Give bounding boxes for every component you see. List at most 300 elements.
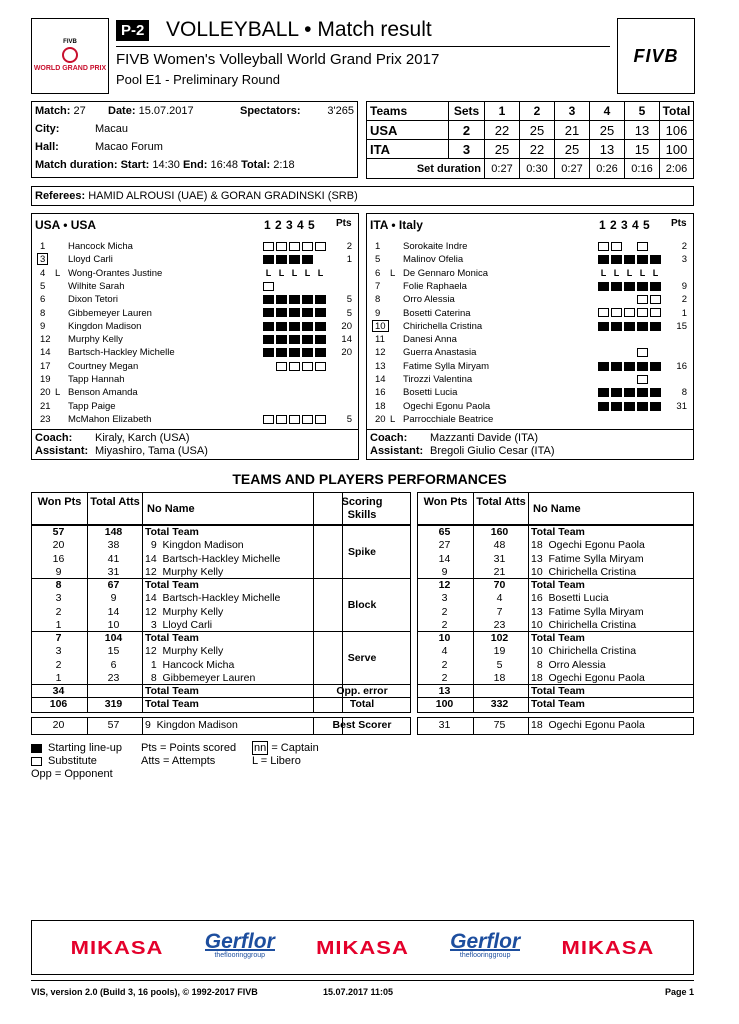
player-name: Tapp Paige xyxy=(68,400,116,412)
substitute-square-icon xyxy=(302,415,313,424)
player-number: 12 xyxy=(40,334,51,346)
player-name: 10 Chirichella Cristina xyxy=(531,618,637,631)
starting-square-icon xyxy=(611,388,622,397)
perf-header xyxy=(313,492,411,525)
starting-square-icon xyxy=(624,388,635,397)
won-pts-header: Won Pts xyxy=(37,496,82,508)
scoring-skills-header: Scoring Skills xyxy=(341,496,383,521)
usa-coach: Kiraly, Karch (USA) xyxy=(95,432,190,444)
world-grand-prix-logo xyxy=(31,18,109,94)
substitute-square-icon xyxy=(289,242,300,251)
total-atts-header: Total Atts xyxy=(473,493,528,524)
starting-square-icon xyxy=(263,348,274,357)
total-atts: 15 xyxy=(107,645,120,658)
starting-square-icon xyxy=(637,255,648,264)
teams-header: Teams xyxy=(367,102,449,121)
total-atts: 319 xyxy=(104,698,123,711)
libero-letter: L xyxy=(265,267,272,278)
starting-square-icon xyxy=(276,255,287,264)
starting-square-icon xyxy=(315,295,326,304)
starting-square-icon xyxy=(598,282,609,291)
empty-slot xyxy=(289,282,300,291)
usa-pts-header: Pts xyxy=(336,218,352,229)
referees-label: Referees: xyxy=(35,190,86,202)
date-label: Date: xyxy=(108,105,136,117)
empty-slot xyxy=(650,348,661,357)
libero-mark: L xyxy=(55,267,61,279)
player-name: 14 Bartsch-Hackley Michelle xyxy=(145,552,281,565)
sets-won: 2 xyxy=(449,121,485,140)
player-number: 12 xyxy=(375,347,386,359)
legend-start: Starting line-up xyxy=(48,742,122,754)
substitute-square-icon xyxy=(624,308,635,317)
empty-slot xyxy=(598,375,609,384)
player-name: De Gennaro Monica xyxy=(403,267,489,279)
player-number: 5 xyxy=(40,280,46,292)
empty-slot xyxy=(315,388,326,397)
set-3-header: 3 xyxy=(555,102,590,121)
player-name: Hancock Micha xyxy=(68,241,133,252)
footer-version: VIS, version 2.0 (Build 3, 16 pools), © 1992-2017 FIVB xyxy=(31,987,258,997)
won-pts: 2 xyxy=(55,658,62,671)
usa-set-header: 1 2 3 4 5 xyxy=(264,218,315,232)
gerflor-logo xyxy=(450,930,521,960)
no-name-header: No Name xyxy=(528,493,693,524)
spectators-value: 3'265 xyxy=(327,105,354,117)
set-score: 13 xyxy=(590,140,625,159)
substitute-square-icon xyxy=(302,242,313,251)
sponsor-banner xyxy=(31,920,694,975)
won-pts: 1 xyxy=(55,618,62,631)
ita-assistant: Bregoli Giulio Cesar (ITA) xyxy=(430,445,555,457)
gerflor-logo-text: Gerflor xyxy=(450,930,521,953)
skill-label: Serve xyxy=(347,651,377,664)
total-header: Total xyxy=(660,102,694,121)
player-name: 18 Ogechi Egonu Paola xyxy=(531,719,645,731)
starting-square-icon xyxy=(276,348,287,357)
empty-slot xyxy=(289,402,300,411)
player-name: Total Team xyxy=(531,632,585,644)
set-participation xyxy=(263,386,328,399)
score-row-ita xyxy=(367,140,694,159)
player-name: 13 Fatime Sylla Miryam xyxy=(531,552,644,565)
player-points: 5 xyxy=(346,413,352,425)
total-atts: 67 xyxy=(107,579,120,591)
player-number: 1 xyxy=(375,241,381,252)
set-participation xyxy=(598,240,663,253)
player-number: 16 xyxy=(375,387,386,399)
starting-square-icon xyxy=(276,295,287,304)
title-divider xyxy=(116,46,610,47)
empty-slot xyxy=(611,415,622,424)
starting-square-icon xyxy=(289,295,300,304)
player-name: Total Team xyxy=(145,685,199,697)
starting-square-icon xyxy=(289,335,300,344)
player-number: 7 xyxy=(375,280,381,292)
player-points: 5 xyxy=(346,294,352,306)
player-points: 14 xyxy=(341,334,352,346)
player-name: 18 Ogechi Egonu Paola xyxy=(531,671,645,684)
usa-assistant: Miyashiro, Tama (USA) xyxy=(95,445,208,457)
skill-label: Spike xyxy=(347,545,376,558)
usa-roster-panel xyxy=(31,213,359,460)
substitute-square-icon xyxy=(650,295,661,304)
gerflor-tagline: theflooringgroup xyxy=(459,952,511,959)
player-name: Danesi Anna xyxy=(403,334,457,346)
set-participation xyxy=(263,253,328,266)
logo-bottom-text: WORLD GRAND PRIX xyxy=(33,65,107,72)
substitute-square-icon xyxy=(611,308,622,317)
starting-square-icon xyxy=(276,308,287,317)
player-name: 10 Chirichella Cristina xyxy=(531,645,637,658)
set-participation xyxy=(598,346,663,359)
player-number: 14 xyxy=(375,374,386,385)
won-pts: 100 xyxy=(435,698,454,711)
empty-slot xyxy=(611,375,622,384)
set-participation xyxy=(598,373,663,386)
match-date: 15.07.2017 xyxy=(138,105,194,117)
player-number: 5 xyxy=(375,254,381,266)
team-name: USA xyxy=(367,121,449,140)
total-atts: 57 xyxy=(107,719,120,731)
player-points: 8 xyxy=(681,387,687,399)
team-name: ITA xyxy=(367,140,449,159)
perf-header xyxy=(417,492,694,525)
substitute-square-icon xyxy=(276,242,287,251)
set-participation xyxy=(263,333,328,346)
set-participation xyxy=(263,240,328,253)
set-score: 15 xyxy=(625,140,660,159)
set-score: 21 xyxy=(555,121,590,140)
starting-square-icon xyxy=(624,362,635,371)
set-score: 22 xyxy=(520,140,555,159)
player-number: 23 xyxy=(40,413,51,425)
player-name: Guerra Anastasia xyxy=(403,347,477,359)
player-number: 4 xyxy=(40,267,46,279)
libero-letter: L xyxy=(278,267,285,278)
mikasa-logo: MIKASA xyxy=(561,936,655,958)
player-name: Benson Amanda xyxy=(68,387,138,399)
won-pts-header: Won Pts xyxy=(423,496,468,508)
emblem-icon xyxy=(62,47,78,63)
player-name: 16 Bosetti Lucia xyxy=(531,592,609,605)
starting-square-icon xyxy=(624,402,635,411)
legend-right xyxy=(252,742,319,768)
empty-slot xyxy=(624,415,635,424)
player-name: Orro Alessia xyxy=(403,294,455,306)
starting-square-icon xyxy=(302,295,313,304)
player-points: 1 xyxy=(346,254,352,266)
total-duration: 2:06 xyxy=(660,159,694,179)
total-atts: 102 xyxy=(490,632,509,644)
set-participation xyxy=(263,346,328,359)
won-pts: 8 xyxy=(55,579,62,591)
set-score: 25 xyxy=(520,121,555,140)
mikasa-logo: MIKASA xyxy=(70,936,164,958)
set-score: 25 xyxy=(590,121,625,140)
set-duration-label: Set duration xyxy=(367,159,485,179)
won-pts: 16 xyxy=(52,552,65,565)
starting-square-icon xyxy=(289,255,300,264)
divider xyxy=(367,429,693,430)
set-duration: 0:30 xyxy=(520,159,555,179)
set-duration-row xyxy=(367,159,694,179)
player-points: 9 xyxy=(681,280,687,292)
total-atts: 7 xyxy=(496,605,503,618)
empty-slot xyxy=(598,335,609,344)
set-participation xyxy=(263,280,328,293)
set-participation xyxy=(598,280,663,293)
legend-atts: Atts = Attempts xyxy=(141,755,216,767)
player-name: Folie Raphaela xyxy=(403,280,467,292)
total-points: 106 xyxy=(660,121,694,140)
sets-won: 3 xyxy=(449,140,485,159)
player-name: Ogechi Egonu Paola xyxy=(403,400,491,412)
footer-divider xyxy=(31,980,694,981)
player-name: Dixon Tetori xyxy=(68,294,118,306)
libero-letter: L xyxy=(600,267,607,278)
player-name: McMahon Elizabeth xyxy=(68,413,152,425)
starting-square-icon xyxy=(611,282,622,291)
starting-square-icon xyxy=(315,335,326,344)
player-number: 11 xyxy=(375,334,385,346)
set-participation xyxy=(263,320,328,333)
player-number: 20 xyxy=(40,387,51,399)
total-atts: 75 xyxy=(493,719,506,731)
won-pts: 27 xyxy=(438,539,451,552)
event-name: FIVB Women's Volleyball World Grand Prix 2017 xyxy=(116,51,440,68)
total-atts: 14 xyxy=(107,605,120,618)
starting-square-icon xyxy=(276,335,287,344)
starting-square-icon xyxy=(302,255,313,264)
total-atts: 48 xyxy=(493,539,506,552)
ita-roster-title: ITA • Italy xyxy=(370,218,423,232)
performances-title: TEAMS AND PLAYERS PERFORMANCES xyxy=(232,471,507,487)
empty-slot xyxy=(598,295,609,304)
won-pts: 7 xyxy=(55,632,62,644)
set-participation xyxy=(598,307,663,320)
starting-square-icon xyxy=(315,322,326,331)
player-name: 12 Murphy Kelly xyxy=(145,565,224,578)
player-name: 8 Gibbemeyer Lauren xyxy=(145,671,256,684)
libero-letter: L xyxy=(652,267,659,278)
legend-pts: Pts = Points scored xyxy=(141,742,237,754)
referees-value: HAMID ALROUSI (UAE) & GORAN GRADINSKI (SRB) xyxy=(88,190,358,202)
substitute-square-icon xyxy=(637,375,648,384)
hall-label: Hall: xyxy=(35,141,59,153)
player-number: 9 xyxy=(375,307,381,319)
starting-square-icon xyxy=(289,322,300,331)
starting-square-icon xyxy=(650,322,661,331)
page-title: VOLLEYBALL • Match result xyxy=(166,18,432,41)
player-number: 19 xyxy=(40,374,51,385)
divider xyxy=(32,429,358,430)
starting-square-icon xyxy=(263,295,274,304)
legend-libero: L = Libero xyxy=(252,755,301,767)
starting-square-icon xyxy=(611,322,622,331)
empty-slot xyxy=(637,415,648,424)
player-number: 14 xyxy=(40,347,51,359)
total-points: 100 xyxy=(660,140,694,159)
set-4-header: 4 xyxy=(590,102,625,121)
player-name: Bosetti Caterina xyxy=(403,307,471,319)
empty-slot xyxy=(624,335,635,344)
won-pts: 12 xyxy=(438,579,451,591)
won-pts: 2 xyxy=(441,605,448,618)
starting-square-icon xyxy=(302,308,313,317)
total-atts: 5 xyxy=(496,658,503,671)
gerflor-logo xyxy=(204,930,275,960)
usa-roster-title: USA • USA xyxy=(35,218,97,232)
player-name: Fatime Sylla Miryam xyxy=(403,360,490,372)
starting-square-icon xyxy=(263,322,274,331)
end-time: 16:48 xyxy=(210,159,238,171)
substitute-square-icon xyxy=(650,308,661,317)
set-score: 22 xyxy=(485,121,520,140)
player-name: Total Team xyxy=(145,579,199,591)
libero-letter: L xyxy=(304,267,311,278)
starting-square-icon xyxy=(650,388,661,397)
player-name: Total Team xyxy=(531,579,585,591)
ita-pts-header: Pts xyxy=(671,218,687,229)
score-row-usa xyxy=(367,121,694,140)
starting-square-icon xyxy=(302,335,313,344)
won-pts: 2 xyxy=(441,658,448,671)
player-number: 1 xyxy=(40,241,46,252)
libero-letter: L xyxy=(291,267,298,278)
empty-slot xyxy=(263,388,274,397)
total-atts: 6 xyxy=(110,658,117,671)
document-badge: P-2 xyxy=(116,20,149,41)
player-points: 31 xyxy=(676,400,687,412)
empty-slot xyxy=(315,375,326,384)
substitute-square-icon xyxy=(263,242,274,251)
won-pts: 57 xyxy=(52,526,65,538)
won-pts: 13 xyxy=(438,685,451,697)
won-pts: 3 xyxy=(441,592,448,605)
player-points: 1 xyxy=(681,307,687,319)
player-number: 6 xyxy=(40,294,46,306)
player-name: 12 Murphy Kelly xyxy=(145,645,224,658)
starting-square-icon xyxy=(637,388,648,397)
won-pts: 9 xyxy=(55,565,62,578)
legend-substitute: Substitute xyxy=(48,755,97,767)
set-1-header: 1 xyxy=(485,102,520,121)
logo-top-text: FIVB xyxy=(63,39,77,45)
set-participation xyxy=(263,413,328,426)
substitute-square-icon xyxy=(276,362,287,371)
empty-slot xyxy=(276,282,287,291)
empty-slot xyxy=(650,375,661,384)
start-label: Start: xyxy=(120,159,150,171)
empty-slot xyxy=(263,402,274,411)
starting-square-icon xyxy=(598,255,609,264)
player-number: 18 xyxy=(375,400,386,412)
total-atts: 18 xyxy=(493,671,506,684)
set-participation xyxy=(598,386,663,399)
libero-letter: L xyxy=(317,267,324,278)
libero-letter: L xyxy=(626,267,633,278)
legend-captain: = Captain xyxy=(271,742,319,754)
total-atts: 31 xyxy=(493,552,506,565)
empty-slot xyxy=(650,415,661,424)
set-participation xyxy=(598,293,663,306)
sets-header: Sets xyxy=(449,102,485,121)
starting-square-icon xyxy=(289,348,300,357)
match-label: Match: xyxy=(35,105,71,117)
player-points: 20 xyxy=(341,320,352,332)
substitute-square-icon xyxy=(611,242,622,251)
starting-square-icon xyxy=(650,282,661,291)
player-name: Parrocchiale Beatrice xyxy=(403,413,494,425)
total-atts: 10 xyxy=(107,618,120,631)
libero-mark: L xyxy=(390,413,396,425)
ita-assistant-label: Assistant: xyxy=(370,445,424,457)
set-score: 25 xyxy=(555,140,590,159)
starting-square-icon xyxy=(315,348,326,357)
won-pts: 31 xyxy=(438,719,451,731)
player-name: 3 Lloyd Carli xyxy=(145,618,213,631)
end-label: End: xyxy=(182,159,208,171)
skill-label: Opp. error xyxy=(336,685,388,697)
total-atts: 38 xyxy=(107,539,120,552)
set-duration: 0:27 xyxy=(555,159,590,179)
ita-roster-panel xyxy=(366,213,694,460)
ita-coach-label: Coach: xyxy=(370,432,408,444)
set-participation xyxy=(598,253,663,266)
ita-set-header: 1 2 3 4 5 xyxy=(599,218,650,232)
libero-letter: L xyxy=(639,267,646,278)
perf-header xyxy=(31,492,343,525)
total-atts: 31 xyxy=(107,565,120,578)
starting-square-icon xyxy=(302,348,313,357)
total-atts: 23 xyxy=(107,671,120,684)
match-info-panel xyxy=(31,101,358,178)
player-name: Sorokaite Indre xyxy=(403,241,468,252)
player-number: 8 xyxy=(40,307,46,319)
set-participation xyxy=(598,413,663,426)
player-name: 18 Ogechi Egonu Paola xyxy=(531,539,645,552)
empty-slot xyxy=(276,402,287,411)
starting-square-icon xyxy=(650,362,661,371)
start-time: 14:30 xyxy=(152,159,180,171)
empty-slot xyxy=(302,402,313,411)
usa-assistant-label: Assistant: xyxy=(35,445,89,457)
player-number: 17 xyxy=(40,360,51,372)
won-pts: 20 xyxy=(52,539,65,552)
libero-letter: L xyxy=(613,267,620,278)
player-name: 8 Orro Alessia xyxy=(531,658,606,671)
player-name: Murphy Kelly xyxy=(68,334,123,346)
player-name: Total Team xyxy=(531,698,585,711)
empty-slot xyxy=(302,282,313,291)
set-participation xyxy=(263,373,328,386)
player-name: Bartsch-Hackley Michelle xyxy=(68,347,175,359)
empty-slot xyxy=(624,375,635,384)
player-number: 9 xyxy=(40,320,46,332)
player-name: 12 Murphy Kelly xyxy=(145,605,224,618)
player-name: Courtney Megan xyxy=(68,360,139,372)
empty-slot xyxy=(650,242,661,251)
won-pts: 20 xyxy=(52,719,65,731)
player-number: 8 xyxy=(375,294,381,306)
player-points: 5 xyxy=(346,307,352,319)
player-name: 1 Hancock Micha xyxy=(145,658,235,671)
substitute-square-icon xyxy=(637,308,648,317)
substitute-square-icon xyxy=(276,415,287,424)
empty-slot xyxy=(289,388,300,397)
empty-slot xyxy=(611,295,622,304)
